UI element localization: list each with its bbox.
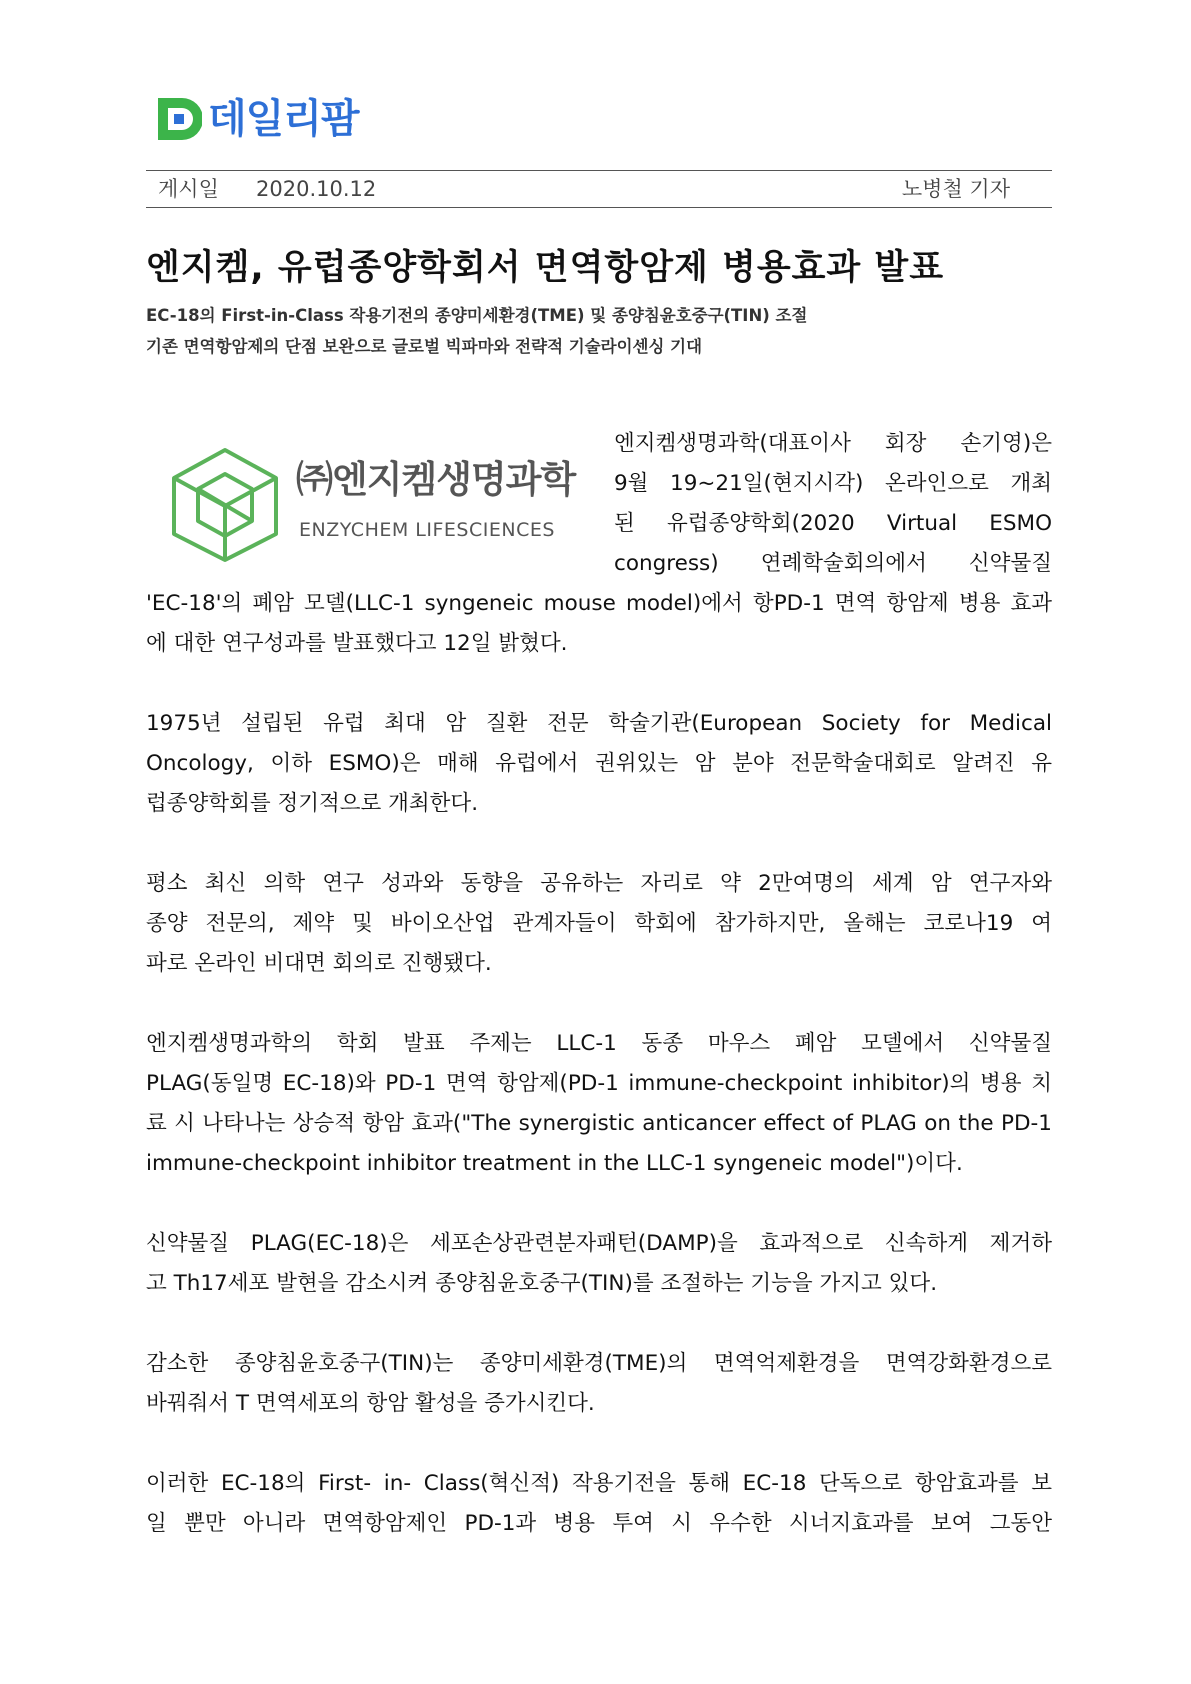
paragraph-line: immune-checkpoint inhibitor treatment in the LLC-1 syngeneic model")이다.: [146, 1151, 963, 1176]
paragraph-line: 종양 전문의, 제약 및 바이오산업 관계자들이 학회에 참가하지만, 올해는 코로나19 여: [146, 911, 1052, 936]
masthead-logo[interactable]: [156, 96, 359, 142]
paragraph-line: 신약물질 PLAG(EC-18)은 세포손상관련분자패턴(DAMP)을 효과적으로 신속하게 제거하: [146, 1231, 1052, 1256]
paragraph-line: PLAG(동일명 EC-18)와 PD-1 면역 항암제(PD-1 immune-checkpoint inhibitor)의 병용 치: [146, 1071, 1052, 1096]
reporter-name: 노병철 기자: [901, 177, 1010, 201]
company-name-korean: ㈜엔지켐생명과학: [296, 458, 576, 501]
meta-bar: [146, 170, 1052, 208]
cube-logo-icon: [166, 446, 284, 564]
body-paragraph-5: [146, 1344, 1052, 1424]
paragraph-line: 바꿔줘서 T 면역세포의 항암 활성을 증가시킨다.: [146, 1391, 595, 1416]
intro-line: congress) 연례학술회의에서 신약물질: [614, 551, 1052, 576]
paragraph-line: 엔지켐생명과학의 학회 발표 주제는 LLC-1 동종 마우스 폐암 모델에서 신약물질: [146, 1031, 1052, 1056]
paragraph-line: 고 Th17세포 발현을 감소시켜 종양침윤호중구(TIN)를 조절하는 기능을 가지고 있다.: [146, 1271, 938, 1296]
body-paragraph-4: [146, 1224, 1052, 1304]
paragraph-line: 료 시 나타나는 상승적 항암 효과("The synergistic anticancer effect of PLAG on the PD-1: [146, 1111, 1052, 1136]
paragraph-line: 파로 온라인 비대면 회의로 진행됐다.: [146, 951, 492, 976]
paragraph-line: Oncology, 이하 ESMO)은 매해 유럽에서 권위있는 암 분야 전문학술대회로 알려진 유: [146, 751, 1052, 776]
paragraph-line: 럽종양학회를 정기적으로 개최한다.: [146, 791, 479, 816]
intro-line: 엔지켐생명과학(대표이사 회장 손기영)은: [614, 431, 1052, 456]
article-subhead-2: 기존 면역항암제의 단점 보완으로 글로벌 빅파마와 전략적 기술라이센싱 기대: [146, 337, 703, 356]
intro-line: 9월 19~21일(현지시각) 온라인으로 개최: [614, 471, 1052, 496]
intro-line: 에 대한 연구성과를 발표했다고 12일 밝혔다.: [146, 631, 568, 656]
paragraph-line: 1975년 설립된 유럽 최대 암 질환 전문 학술기관(European Society for Medical: [146, 711, 1052, 736]
body-paragraph-1: [146, 704, 1052, 824]
intro-line: 된 유럽종양학회(2020 Virtual ESMO: [614, 511, 1052, 536]
body-paragraph-2: [146, 864, 1052, 984]
intro-paragraph-float: [614, 424, 1052, 584]
article-headline: 엔지켐, 유럽종양학회서 면역항암제 병용효과 발표: [146, 248, 945, 288]
paragraph-line: 이러한 EC-18의 First- in- Class(혁신적) 작용기전을 통해 EC-18 단독으로 항암효과를 보: [146, 1471, 1052, 1496]
post-date-label: 게시일: [158, 177, 219, 201]
article-subhead-1: EC-18의 First-in-Class 작용기전의 종양미세환경(TME) 및 종양침윤호중구(TIN) 조절: [146, 306, 808, 325]
company-logo: [166, 446, 580, 564]
body-paragraph-6: [146, 1464, 1052, 1544]
intro-line: 'EC-18'의 폐암 모델(LLC-1 syngeneic mouse model)에서 항PD-1 면역 항암제 병용 효과: [146, 591, 1052, 616]
intro-paragraph-rest: [146, 584, 1052, 664]
paragraph-line: 일 뿐만 아니라 면역항암제인 PD-1과 병용 투여 시 우수한 시너지효과를 보여 그동안: [146, 1511, 1052, 1536]
paragraph-line: 평소 최신 의학 연구 성과와 동향을 공유하는 자리로 약 2만여명의 세계 암 연구자와: [146, 871, 1052, 896]
masthead-text: 데일리팜: [208, 96, 359, 142]
company-name-english: ENZYCHEM LIFESCIENCES: [299, 519, 555, 541]
post-date: 2020.10.12: [256, 177, 377, 201]
paragraph-line: 감소한 종양침윤호중구(TIN)는 종양미세환경(TME)의 면역억제환경을 면역강화환경으로: [146, 1351, 1052, 1376]
dailypharm-mark-icon: [156, 96, 202, 142]
body-paragraph-3: [146, 1024, 1052, 1184]
